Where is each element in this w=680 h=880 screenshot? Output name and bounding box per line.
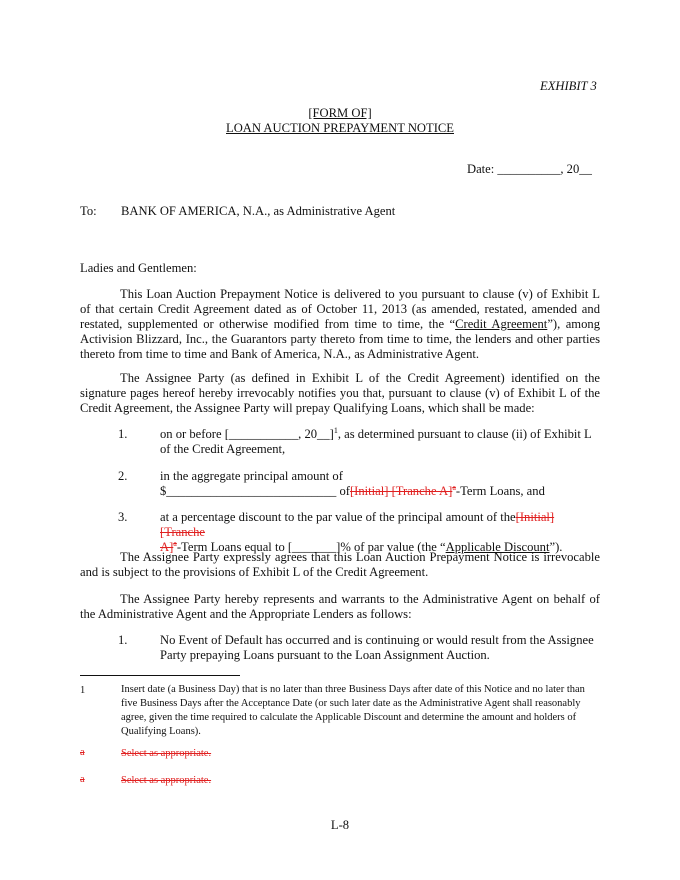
deleted-text: A] [160,540,174,554]
document-title: LOAN AUCTION PREPAYMENT NOTICE [226,121,454,135]
intro-defined-term: Credit Agreement [455,317,548,331]
item-3-line-1 [160,510,600,540]
item-2-text-a: $___________________________ of [160,484,350,498]
irrevocable-paragraph: The Assignee Party expressly agrees that this Loan Auction Prepayment Notice is irrevocable and is subject to the provisions of Exhibit L of the Credit Agreement. [80,550,600,579]
addressee-text: BANK OF AMERICA, N.A., as Administrative Agent [121,204,396,218]
item-text [160,510,600,555]
intro-paragraph [80,287,600,362]
addressee-label: To: [80,204,97,218]
footnote-ref: a [173,538,177,548]
item-text [160,427,600,457]
item-2-line-2 [160,484,600,499]
footnote-text: Insert date (a Business Day) that is no later than three Business Days after date of this Notice and no later than five Business Days after the Acceptance Date (or such later date as the Administrative Agent shall reasonably agree, given the time required to calculate the Applicable Discount and determine the amount and holders of Qualifying Loans). [121,684,585,737]
item-3-text-a: at a percentage discount to the par value of the principal amount of the [160,510,516,524]
rep-item-number: 1. [118,633,128,647]
footnote-text: Select as appropriate. [121,748,212,759]
item-2-text-b: -Term Loans, and [455,484,545,498]
item-2-line-1: in the aggregate principal amount of [160,469,343,483]
footnote-mark: a [80,774,85,785]
page-number: L-8 [330,818,350,832]
notice-paragraph: The Assignee Party (as defined in Exhibit L of the Credit Agreement) identified on the signature pages hereof hereby irrevocably notifies you that, pursuant to clause (v) of Exhibit L of the Credit Agreement, the Assignee Party will prepay Qualifying Loans, which shall be made: [80,371,600,415]
defined-term: Applicable Discount [445,540,550,554]
footnote-ref: a [452,482,456,492]
item-3-text-b: -Term Loans equal to [_______]% of par value (the “ [176,540,446,554]
footnote-text: Select as appropriate. [121,775,212,786]
item-1-text-a: on or before [___________, 20__] [160,427,334,441]
item-1-text-b: , as determined pursuant to clause (ii) of Exhibit L of the Credit Agreement, [160,427,592,456]
form-of-label: [FORM OF] [308,106,372,120]
footnote-ref: 1 [333,425,338,435]
footnote-mark: 1 [80,685,86,696]
date-line: Date: __________, 20__ [467,162,592,176]
exhibit-label: EXHIBIT 3 [540,79,597,93]
deleted-text: [Initial] [Tranche A] [349,484,453,498]
salutation: Ladies and Gentlemen: [80,261,197,275]
rep-item-text: No Event of Default has occurred and is continuing or would result from the Assignee Party prepaying Loans pursuant to the Loan Assignment Auction. [160,633,594,662]
intro-text-b: ”), among Activision Blizzard, Inc., the Guarantors party thereto from time to time, the lenders and other parties thereto from time to time and Bank of America, N.A., as Administrative Agent. [80,317,600,361]
item-number: 1. [118,427,128,441]
item-number: 3. [118,510,128,524]
deleted-text: [Initial] [Tranche [160,510,555,539]
footnote-divider [80,675,240,676]
intro-text-a: This Loan Auction Prepayment Notice is delivered to you pursuant to clause (v) of Exhibit L of that certain Credit Agreement dated as of October 11, 2013 (as amended, restated, amended and restated, supplemented or otherwise modified from time to time, the “ [80,287,600,331]
item-3-text-c: ”). [549,540,563,554]
item-number: 2. [118,469,128,483]
represents-paragraph: The Assignee Party hereby represents and warrants to the Administrative Agent on behalf of the Administrative Agent and the Appropriate Lenders as follows: [80,592,600,621]
item-text [160,469,600,499]
footnote-mark: a [80,747,85,758]
